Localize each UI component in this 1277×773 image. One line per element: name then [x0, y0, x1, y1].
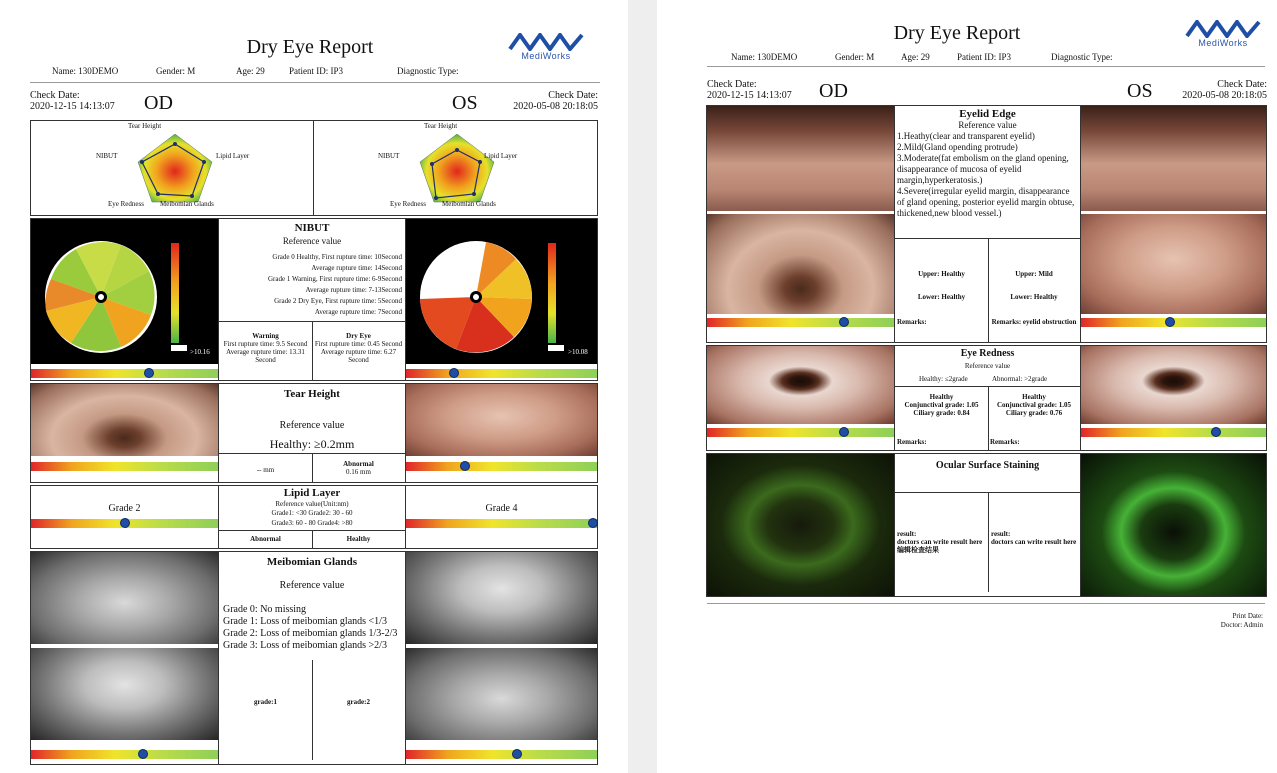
os-lipid-result: Healthy	[346, 535, 371, 543]
radar-lipid-label: Lipid Layer	[216, 152, 250, 160]
od-lipid-grade: Grade 2	[108, 503, 141, 514]
os-staining-result[interactable]: result: doctors can write result here	[991, 530, 1077, 546]
od-nibut-marker	[144, 368, 154, 378]
tear-title: Tear Height	[284, 388, 340, 400]
od-eyelid-marker	[839, 317, 849, 327]
od-nibut-legend: >10.16	[190, 348, 210, 356]
os-redness-marker	[1211, 427, 1221, 437]
report-page-1: Dry Eye Report MediWorks Name: 130DEMO Gender: M Age: 29 Patient ID: IP3 Diagnostic Type: Check Date: 2020-12-15 14:13:07 OD OS Check Date: 2020-05-08 20:18:05 Tear Height NIBUT Lipid Layer Eye Redness Meibomian Glands Tear Height NIBUT Lipid Layer Eye Redness Meibomian Glands >10.16 >10.08 NIBUT Reference value Grade 0 Healthy, First rupture time: 10Second Average rupture time: 14Second Grade 1 Warning, First rupture time: 6-9Second Average rupture time: 7-13Second Grade 2 Dry Eye, First rupture time: 5Second Average rupture time: 7Second Warning First rupture time: 9.5 Second Average rupture time: 13.31 Second Dry Eye First rupture time: 0.45 Second Average rupture time: 6.27 Second Tear Height Reference value Healthy: ≥0.2mm -- mm Abnormal 0.16 mm Grade 2 Grade 4 Lipid Layer Reference value(Unit:nm) Grade1: <30 Grade2: 30 - 60 Grade3: 60 - 80 Grade4: >80 Abnormal Healthy Meibomian Glands Reference value Grade 0: No missing Grade 1: Loss of meibomian glands <1/3 Grade 2: Loss of meibomian glands 1/3-2/3 Grade 3: Loss of meibomian glands >2/3 grade:1 grade:2	[0, 0, 628, 773]
os-eyelid-upper: Upper: Mild	[1015, 270, 1053, 278]
os-redness-result: Healthy Conjunctival grade: 1.05 Ciliary grade: 0.76	[996, 393, 1072, 417]
os-lipid-scale	[406, 519, 597, 528]
os-eyelid-scale	[1081, 318, 1266, 327]
os-lipid-grade: Grade 4	[485, 503, 518, 514]
logo-icon	[1185, 20, 1261, 38]
os-eyelid-remarks: Remarks: eyelid obstruction	[991, 318, 1077, 326]
os-lipid-marker	[588, 518, 598, 528]
divider	[30, 82, 600, 83]
od-tear-scale	[31, 462, 218, 471]
print-date: Print Date:	[1232, 612, 1263, 620]
od-tear-image	[31, 384, 218, 456]
os-nibut-map	[406, 219, 597, 364]
od-meibomian-scale	[31, 750, 218, 759]
radar-nibut-label: NIBUT	[96, 152, 118, 160]
od-meibomian-lower-image	[31, 648, 218, 740]
radar-mei-label: Meibomian Glands	[160, 200, 214, 208]
os-staining-image	[1081, 454, 1266, 596]
os-nibut-result: Dry Eye First rupture time: 0.45 Second Average rupture time: 6.27 Second	[314, 332, 403, 364]
od-eyelid-remarks: Remarks:	[897, 318, 927, 326]
od-eyelid-lower-image	[707, 214, 894, 314]
od-redness-marker	[839, 427, 849, 437]
os-check-date-2: Check Date: 2020-05-08 20:18:05	[1182, 79, 1267, 101]
od-check-date-2: Check Date: 2020-12-15 14:13:07	[707, 79, 792, 101]
os-tear-image	[406, 384, 597, 456]
os-meibomian-scale	[406, 750, 597, 759]
os-redness-remarks: Remarks:	[990, 438, 1020, 446]
patient-info: Name: 130DEMO Gender: M Age: 29 Patient ID: IP3 Diagnostic Type:	[52, 66, 459, 76]
eyelid-reference-list: 1.Heathy(clear and transparent eyelid) 2.Mild(Gland opending protrude) 3.Moderate(fat embolism on the gland opening, disappearance of mucosa of eyelid margin,hyperkeratosis.) 4.Severe(irregular eyelid margin, disappearance of gland opening, posterior eyelid margin obtuse, thickened,new blood vessel.)	[897, 131, 1075, 218]
od-staining-result[interactable]: result: doctors can write result here 编辑检查结果	[897, 530, 983, 554]
staining-title: Ocular Surface Staining	[935, 460, 1040, 471]
nibut-reference-list: Grade 0 Healthy, First rupture time: 10Second Average rupture time: 14Second Grade 1 Warning, First rupture time: 6-9Second Average rupture time: 7-13Second Grade 2 Dry Eye, First rupture time: 5Second Average rupture time: 7Second	[267, 253, 402, 316]
os-meibomian-marker	[512, 749, 522, 759]
od-lipid-result: Abnormal	[250, 535, 281, 543]
od-tear-value: -- mm	[256, 466, 275, 474]
doctor-name: Doctor: Admin	[1220, 621, 1263, 629]
os-meibomian-lower-image	[406, 648, 597, 740]
od-redness-result: Healthy Conjunctival grade: 1.05 Ciliary grade: 0.84	[904, 393, 979, 417]
od-eyelid-upper-image	[707, 106, 894, 211]
os-tear-marker	[460, 461, 470, 471]
os-eyelid-marker	[1165, 317, 1175, 327]
redness-title: Eye Redness	[960, 348, 1015, 359]
footer	[1137, 612, 1263, 630]
meibomian-title: Meibomian Glands	[266, 556, 358, 568]
report-page-2: Dry Eye Report MediWorks Name: 130DEMO Gender: M Age: 29 Patient ID: IP3 Diagnostic Type: Check Date: 2020-12-15 14:13:07 OD OS Check Date: 2020-05-08 20:18:05 Eyelid Edge Reference value 1.Heathy(clear and transparent eyelid) 2.Mild(Gland opending protrude) 3.Moderate(fat embolism on the gland opening, disappearance of mucosa of eyelid margin,hyperkeratosis.) 4.Severe(irregular eyelid margin, disappearance of gland opening, posterior eyelid margin obtuse, thickened,new blood vessel.) Upper: Healthy Lower: Healthy Remarks: Upper: Mild Lower: Healthy Remarks: eyelid obstruction Eye Redness Reference value Healthy: ≤2grade Abnormal: >2grade Healthy Conjunctival grade: 1.05 Ciliary grade: 0.84 Healthy Conjunctival grade: 1.05 Ciliary grade: 0.76 Remarks: Remarks: Ocular Surface Staining result: doctors can write result here 编辑检查结果 result: doctors can write result here Print Date: Doctor: Admin	[657, 0, 1277, 773]
os-label-2: OS	[1127, 80, 1153, 102]
radar-tear-label: Tear Height	[128, 122, 162, 130]
od-meibomian-result: grade:1	[254, 698, 277, 706]
patient-info-2: Name: 130DEMO Gender: M Age: 29 Patient ID: IP3 Diagnostic Type:	[731, 52, 1113, 62]
eyelid-title: Eyelid Edge	[959, 108, 1016, 120]
os-label: OS	[452, 92, 478, 114]
od-lipid-marker	[120, 518, 130, 528]
os-check-date: Check Date: 2020-05-08 20:18:05	[513, 90, 598, 112]
report-title: Dry Eye Report	[246, 36, 374, 58]
od-redness-image	[707, 346, 894, 424]
od-staining-image	[707, 454, 894, 596]
od-nibut-map	[31, 219, 218, 364]
nibut-title: NIBUT	[294, 222, 330, 234]
os-nibut-marker	[449, 368, 459, 378]
mediworks-logo-2: MediWorks	[1185, 20, 1261, 48]
os-eyelid-lower-image	[1081, 214, 1266, 314]
lipid-title: Lipid Layer	[283, 487, 341, 499]
os-tear-value: Abnormal 0.16 mm	[343, 460, 374, 476]
od-eyelid-upper: Upper: Healthy	[918, 270, 965, 278]
od-redness-remarks: Remarks:	[897, 438, 927, 446]
od-label-2: OD	[819, 80, 848, 102]
report-title-2: Dry Eye Report	[893, 22, 1021, 44]
os-tear-scale	[406, 462, 597, 471]
os-redness-image	[1081, 346, 1266, 424]
od-nibut-scale	[31, 369, 218, 378]
os-eyelid-lower: Lower: Healthy	[1010, 293, 1058, 301]
od-meibomian-marker	[138, 749, 148, 759]
od-nibut-result: Warning First rupture time: 9.5 Second Average rupture time: 13.31 Second	[223, 332, 308, 364]
od-lipid-scale	[31, 519, 218, 528]
od-eyelid-scale	[707, 318, 894, 327]
os-eyelid-upper-image	[1081, 106, 1266, 211]
os-redness-scale	[1081, 428, 1266, 437]
od-label: OD	[144, 92, 173, 114]
logo-icon	[508, 33, 584, 51]
mediworks-logo: MediWorks	[508, 33, 584, 61]
od-eyelid-lower: Lower: Healthy	[917, 293, 966, 301]
os-nibut-scale	[406, 369, 597, 378]
os-meibomian-upper-image	[406, 552, 597, 644]
os-meibomian-result: grade:2	[347, 698, 370, 706]
meibomian-reference-list: Grade 0: No missing Grade 1: Loss of meibomian glands <1/3 Grade 2: Loss of meibomian glands 1/3-2/3 Grade 3: Loss of meibomian glands >2/3	[223, 604, 398, 651]
os-nibut-legend: >10.08	[568, 348, 588, 356]
od-check-date: Check Date: 2020-12-15 14:13:07	[30, 90, 115, 112]
radar-red-label: Eye Redness	[108, 200, 144, 208]
od-redness-scale	[707, 428, 894, 437]
od-meibomian-upper-image	[31, 552, 218, 644]
